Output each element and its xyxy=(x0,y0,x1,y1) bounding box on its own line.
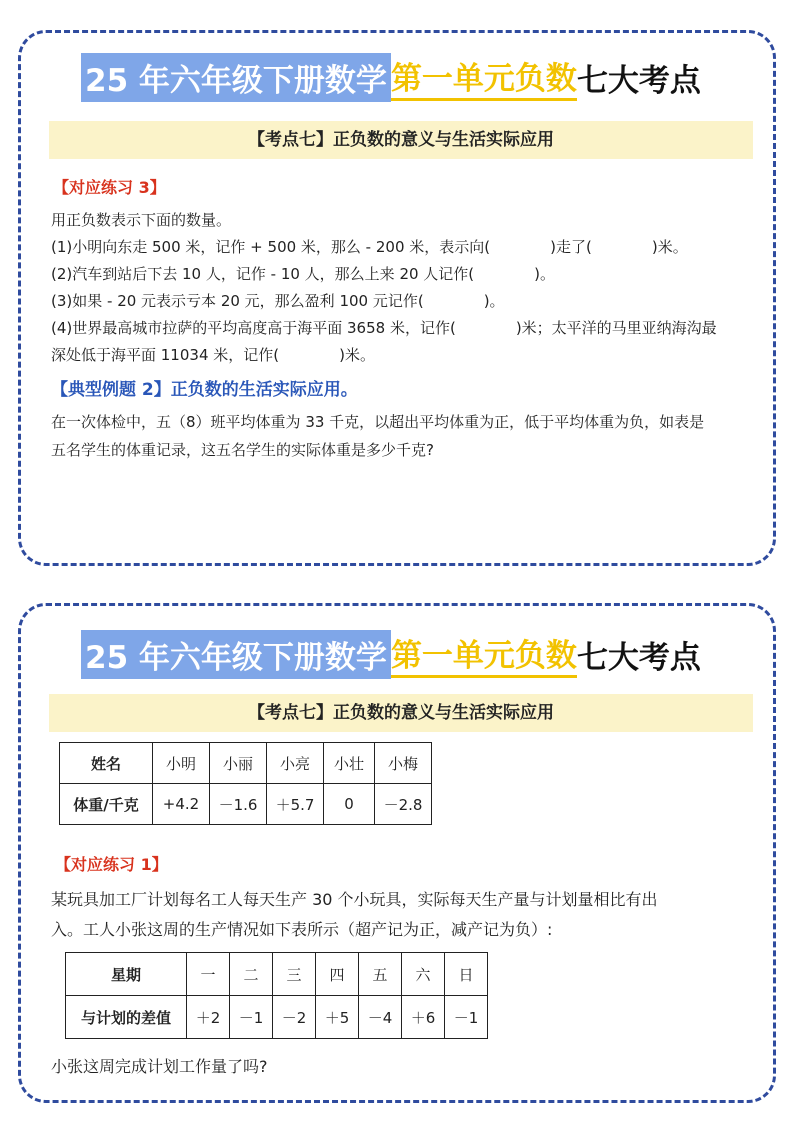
table-row xyxy=(60,784,432,825)
q1-part-c: )米。 xyxy=(651,238,688,256)
table-cell: ＋2 xyxy=(187,996,230,1039)
topic-banner-2: 【考点七】正负数的意义与生活实际应用 xyxy=(49,694,753,732)
intro-text: 用正负数表示下面的数量。 xyxy=(51,211,232,229)
table-cell: 小亮 xyxy=(267,743,324,784)
table-cell: 小明 xyxy=(153,743,210,784)
table-cell: 小壮 xyxy=(324,743,375,784)
table-cell: 体重/千克 xyxy=(60,784,153,825)
q3-part-b: )。 xyxy=(483,292,505,310)
question-2 xyxy=(51,263,555,284)
table-cell: ＋5.7 xyxy=(267,784,324,825)
question-4-cont xyxy=(51,344,375,365)
title-part2: 第一单元负数 xyxy=(391,53,577,101)
table-cell: 小丽 xyxy=(210,743,267,784)
table-cell: 与计划的差值 xyxy=(66,996,187,1039)
exercise-label-2: 【对应练习 1】 xyxy=(55,855,168,874)
table-cell: －4 xyxy=(359,996,402,1039)
para-line-2: 入。工人小张这周的生产情况如下表所示（超产记为正，减产记为负）: xyxy=(51,920,553,939)
table-cell: ＋5 xyxy=(316,996,359,1039)
table-row xyxy=(66,996,488,1039)
production-table xyxy=(65,952,488,1039)
table-cell: －1 xyxy=(230,996,273,1039)
table-row xyxy=(60,743,432,784)
table-cell: 三 xyxy=(273,953,316,996)
q3-part-a: (3)如果 - 20 元表示亏本 20 元，那么盈利 100 元记作( xyxy=(51,292,424,310)
table-cell: －2.8 xyxy=(375,784,432,825)
question-3 xyxy=(51,290,505,311)
title-part1: 25 年六年级下册数学 xyxy=(81,53,391,102)
table-cell: +4.2 xyxy=(153,784,210,825)
card-bottom xyxy=(18,603,776,1103)
title-part3: 七大考点 xyxy=(576,639,701,676)
title-part1: 25 年六年级下册数学 xyxy=(81,630,391,679)
table-cell: 六 xyxy=(402,953,445,996)
final-question: 小张这周完成计划工作量了吗? xyxy=(51,1057,268,1076)
example-line-1: 在一次体检中，五（8）班平均体重为 33 千克，以超出平均体重为正，低于平均体重为负，如表是 xyxy=(51,413,705,431)
table-cell: －2 xyxy=(273,996,316,1039)
q1-part-b: )走了( xyxy=(550,238,592,256)
q2-part-a: (2)汽车到站后下去 10 人，记作 - 10 人，那么上来 20 人记作( xyxy=(51,265,475,283)
table-cell: 五 xyxy=(359,953,402,996)
page-title xyxy=(81,51,701,103)
q2-part-b: )。 xyxy=(534,265,556,283)
topic-banner: 【考点七】正负数的意义与生活实际应用 xyxy=(49,121,753,159)
table-cell: 四 xyxy=(316,953,359,996)
example-line-2: 五名学生的体重记录，这五名学生的实际体重是多少千克? xyxy=(51,441,434,459)
table-cell: 二 xyxy=(230,953,273,996)
table-row xyxy=(66,953,488,996)
question-1 xyxy=(51,236,688,257)
table-cell: 日 xyxy=(445,953,488,996)
para-line-1: 某玩具加工厂计划每名工人每天生产 30 个小玩具，实际每天生产量与计划量相比有出 xyxy=(51,890,658,909)
title-part3: 七大考点 xyxy=(576,62,701,99)
q4-part-c: 深处低于海平面 11034 米，记作( xyxy=(51,346,280,364)
example-label: 【典型例题 2】正负数的生活实际应用。 xyxy=(51,380,358,400)
question-4 xyxy=(51,317,717,338)
q4-part-d: )米。 xyxy=(339,346,375,364)
table-cell: －1.6 xyxy=(210,784,267,825)
q4-part-b: )米；太平洋的马里亚纳海沟最 xyxy=(515,319,717,337)
table-cell: ＋6 xyxy=(402,996,445,1039)
table-cell: 小梅 xyxy=(375,743,432,784)
table-cell: 一 xyxy=(187,953,230,996)
card-top xyxy=(18,30,776,566)
q1-part-a: (1)小明向东走 500 米，记作 + 500 米，那么 - 200 米，表示向( xyxy=(51,238,491,256)
page-title-2 xyxy=(81,628,701,680)
title-part2: 第一单元负数 xyxy=(391,630,577,678)
weight-table xyxy=(59,742,432,825)
table-cell: 星期 xyxy=(66,953,187,996)
table-cell: 0 xyxy=(324,784,375,825)
exercise-label: 【对应练习 3】 xyxy=(53,178,166,197)
q4-part-a: (4)世界最高城市拉萨的平均高度高于海平面 3658 米，记作( xyxy=(51,319,456,337)
table-cell: －1 xyxy=(445,996,488,1039)
table-cell: 姓名 xyxy=(60,743,153,784)
